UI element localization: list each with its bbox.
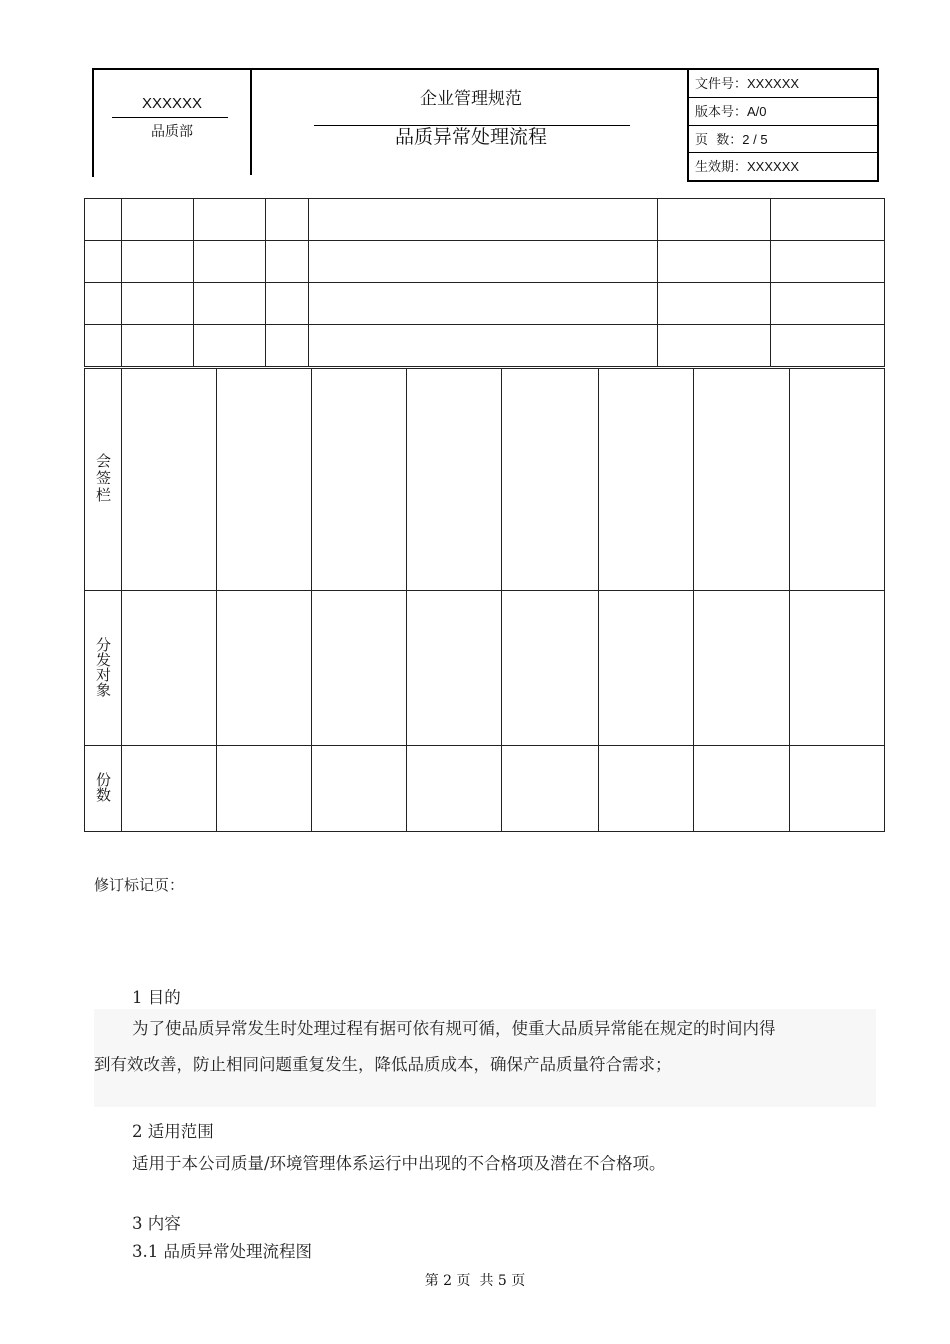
table-cell[interactable] — [407, 369, 502, 591]
revision-mark-label: 修订标记页： — [94, 876, 185, 894]
revision-table — [84, 198, 885, 367]
info-label: 生效期： — [695, 160, 748, 175]
section-1-text-line1: 为了使品质异常发生时处理过程有据可依有规可循，使重大品质异常能在规定的时间内得 — [132, 1019, 776, 1038]
table-cell[interactable] — [312, 369, 407, 591]
signoff-table — [84, 368, 885, 832]
document-category: 企业管理规范 — [420, 89, 522, 108]
table-row — [85, 746, 885, 832]
table-cell[interactable] — [789, 591, 884, 746]
table-cell[interactable] — [121, 325, 193, 367]
info-version — [689, 97, 877, 124]
document-info-box — [687, 68, 879, 182]
table-cell[interactable] — [193, 199, 265, 241]
vertical-label: 份数 — [94, 772, 113, 802]
table-cell[interactable] — [658, 241, 771, 283]
table-cell[interactable] — [121, 283, 193, 325]
info-value: 2 / 5 — [742, 132, 768, 147]
company-code-underline — [112, 117, 228, 118]
info-label: 页 数： — [695, 133, 743, 148]
table-cell[interactable] — [771, 199, 885, 241]
table-cell[interactable] — [85, 241, 122, 283]
info-label: 版本号： — [695, 105, 748, 120]
table-cell[interactable] — [308, 199, 658, 241]
table-cell[interactable] — [502, 746, 598, 832]
section-2-text: 适用于本公司质量/环境管理体系运行中出现的不合格项及潜在不合格项。 — [132, 1154, 666, 1173]
table-cell[interactable] — [85, 325, 122, 367]
table-cell[interactable] — [658, 199, 771, 241]
table-cell[interactable] — [693, 746, 789, 832]
info-value: XXXXXX — [747, 159, 800, 174]
table-cell[interactable] — [85, 283, 122, 325]
table-cell[interactable] — [193, 283, 265, 325]
table-cell[interactable] — [308, 325, 658, 367]
table-cell[interactable] — [193, 325, 265, 367]
section-2-heading: 2 适用范围 — [132, 1122, 214, 1141]
table-cell[interactable] — [598, 369, 693, 591]
table-cell[interactable] — [693, 369, 789, 591]
info-value: XXXXXX — [747, 76, 800, 91]
info-label: 文件号： — [695, 77, 748, 92]
table-row — [85, 283, 885, 325]
company-code: XXXXXX — [141, 95, 203, 112]
table-cell[interactable] — [308, 241, 658, 283]
table-cell[interactable] — [407, 591, 502, 746]
table-cell[interactable] — [658, 283, 771, 325]
table-cell[interactable] — [217, 369, 312, 591]
table-cell[interactable] — [771, 325, 885, 367]
vertical-label: 会签栏 — [94, 452, 113, 504]
table-cell[interactable] — [121, 241, 193, 283]
header-top-border — [92, 68, 688, 70]
table-cell[interactable] — [598, 746, 693, 832]
table-cell[interactable] — [502, 591, 598, 746]
table-cell[interactable] — [789, 369, 884, 591]
table-cell[interactable] — [122, 591, 217, 746]
info-effective-date — [689, 152, 877, 179]
table-cell[interactable] — [265, 325, 308, 367]
table-cell[interactable] — [265, 283, 308, 325]
table-cell[interactable] — [265, 241, 308, 283]
table-cell[interactable] — [598, 591, 693, 746]
section-3-heading: 3 内容 — [132, 1214, 181, 1233]
info-pages — [689, 125, 877, 152]
table-row — [85, 325, 885, 367]
row-label-distribution — [85, 591, 122, 746]
table-cell[interactable] — [502, 369, 598, 591]
info-value: A/0 — [747, 104, 767, 119]
header-left-border — [92, 69, 94, 177]
table-row — [85, 199, 885, 241]
document-title: 品质异常处理流程 — [394, 127, 547, 148]
table-cell[interactable] — [193, 241, 265, 283]
table-cell[interactable] — [217, 746, 312, 832]
info-file-number — [689, 70, 877, 97]
table-cell[interactable] — [771, 241, 885, 283]
table-cell[interactable] — [122, 369, 217, 591]
table-cell[interactable] — [693, 591, 789, 746]
page-footer: 第 2 页 共 5 页 — [424, 1273, 526, 1289]
row-label-countersign — [85, 369, 122, 591]
row-label-copies — [85, 746, 122, 832]
section-1-text-line2: 到有效改善，防止相同问题重复发生，降低品质成本，确保产品质量符合需求； — [94, 1055, 672, 1074]
table-cell[interactable] — [789, 746, 884, 832]
table-cell[interactable] — [771, 283, 885, 325]
table-row — [85, 369, 885, 591]
section-3-1-heading: 3.1 品质异常处理流程图 — [132, 1242, 312, 1261]
table-cell[interactable] — [312, 591, 407, 746]
table-cell[interactable] — [121, 199, 193, 241]
table-cell[interactable] — [312, 746, 407, 832]
vertical-label: 分发对象 — [94, 636, 113, 697]
header-divider — [250, 69, 252, 175]
table-cell[interactable] — [122, 746, 217, 832]
table-cell[interactable] — [658, 325, 771, 367]
table-cell[interactable] — [308, 283, 658, 325]
section-1-heading: 1 目的 — [132, 988, 181, 1007]
table-row — [85, 241, 885, 283]
table-cell[interactable] — [85, 199, 122, 241]
table-cell[interactable] — [407, 746, 502, 832]
table-cell[interactable] — [217, 591, 312, 746]
department-name: 品质部 — [151, 124, 193, 140]
table-row — [85, 591, 885, 746]
table-cell[interactable] — [265, 199, 308, 241]
